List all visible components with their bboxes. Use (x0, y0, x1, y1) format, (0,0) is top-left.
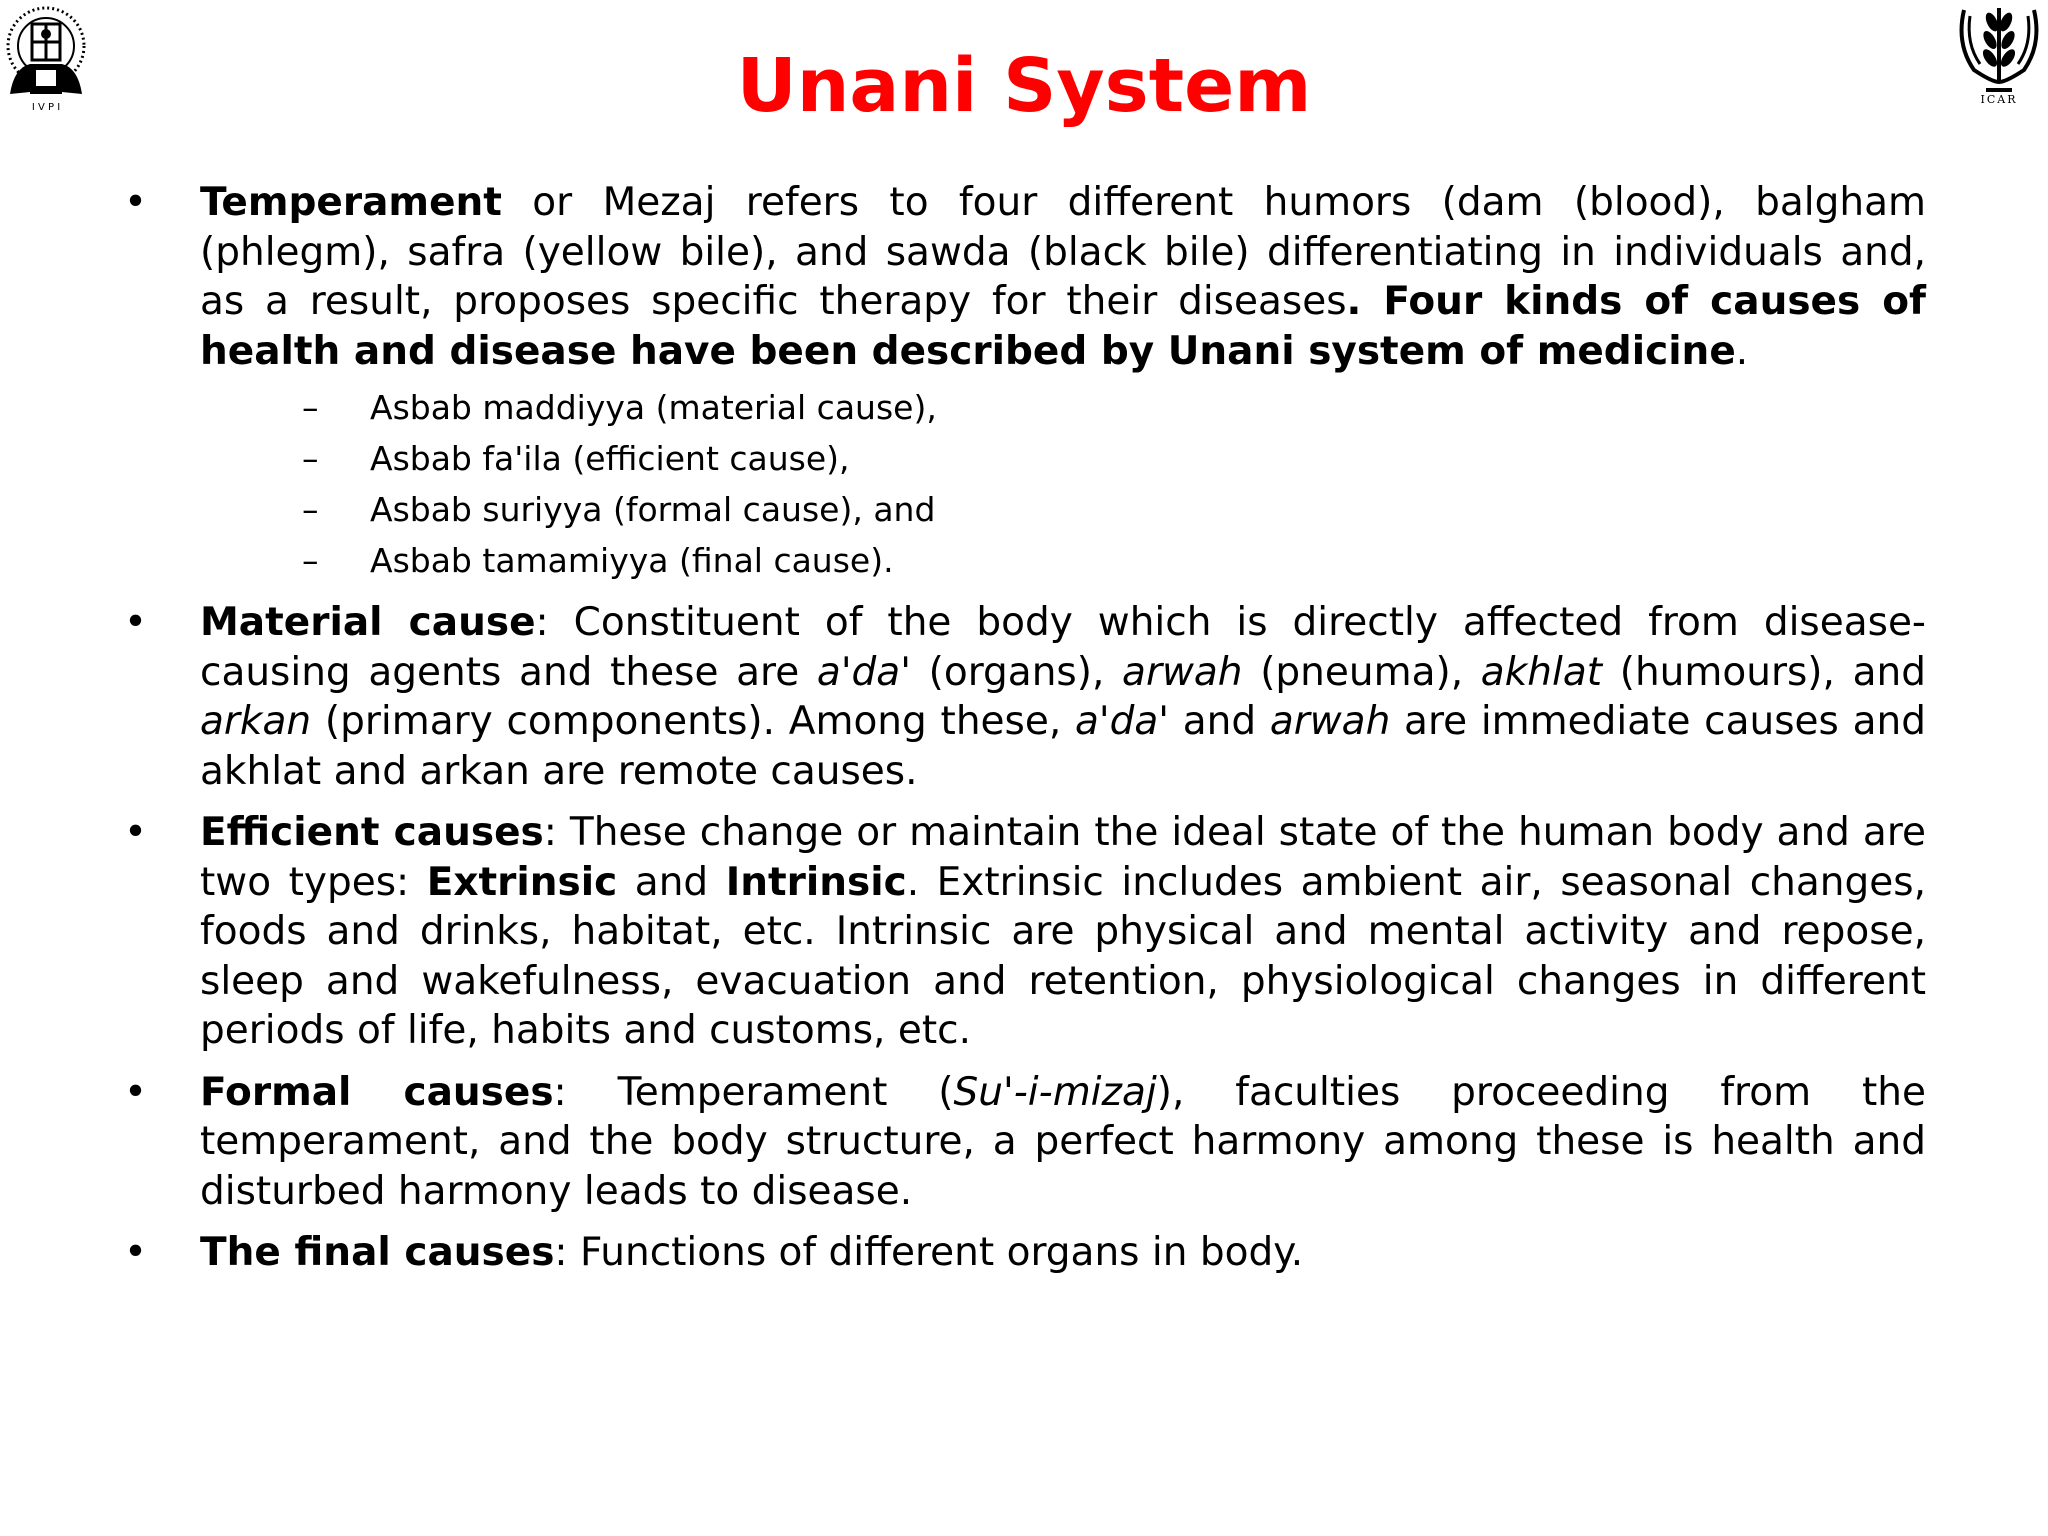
page-title: Unani System (736, 43, 1312, 129)
sub-bullet-marker: – (302, 541, 319, 580)
list-item (200, 433, 1926, 484)
italic-term: akhlat (1480, 649, 1603, 695)
bullet-term: The final causes (200, 1230, 555, 1275)
italic-term: Su'-i-mizaj (953, 1069, 1157, 1115)
bullet-bold-sentence: . Four kinds of causes of health and disease have been described by Unani system of medicine (200, 279, 1926, 374)
bullet-text: : Constituent of the body which is directly affected from disease-causing agents and these are (200, 600, 1927, 695)
bullet-text: and (1168, 699, 1270, 744)
bullet-text: (humours), and (1602, 649, 1926, 695)
svg-text:I V P I: I V P I (31, 102, 61, 113)
list-item (200, 382, 1926, 433)
bullet-efficient-causes (120, 808, 1926, 1056)
sub-item-text: Asbab suriyya (formal cause), and (370, 490, 936, 529)
bullet-marker: • (124, 180, 148, 225)
bullet-text: : Functions of different organs in body. (554, 1230, 1304, 1275)
bullet-final-causes (120, 1228, 1926, 1278)
bullet-marker: • (124, 1230, 148, 1275)
bold-term: Extrinsic (426, 859, 618, 905)
sub-bullet-marker: – (302, 388, 319, 427)
bullet-text: ), faculties proceeding from the temperament, and the body structure, a perfect harmony among these is health and disturbed harmony leads to disease. (200, 1069, 1926, 1214)
sub-bullet-marker: – (302, 439, 319, 478)
sub-bullet-marker: – (302, 490, 319, 529)
bullet-term: Formal causes (200, 1069, 554, 1115)
bullet-material-cause (120, 598, 1926, 796)
bullet-term: Material cause (200, 600, 536, 645)
bullet-formal-causes (120, 1068, 1926, 1217)
slide-body (120, 178, 1926, 1290)
italic-term: arwah (1122, 649, 1243, 695)
bullet-text-end: . (1735, 328, 1749, 374)
bullet-term: Efficient causes (200, 810, 544, 855)
bullet-text: : Temperament ( (553, 1069, 954, 1115)
italic-term: a'da' (1074, 699, 1169, 744)
bullet-temperament (120, 178, 1926, 586)
bullet-marker: • (124, 600, 148, 645)
italic-term: a'da' (816, 649, 911, 695)
italic-term: arkan (200, 699, 312, 744)
list-item (200, 484, 1926, 535)
bullet-marker: • (124, 810, 148, 855)
bullet-text: (pneuma), (1242, 649, 1481, 695)
bullet-marker: • (124, 1069, 148, 1115)
bullet-text: (primary components). Among these, (311, 699, 1075, 744)
bold-term: Intrinsic (725, 859, 907, 905)
bullet-text: (organs), (910, 649, 1123, 695)
causes-sub-list (200, 382, 1926, 586)
sub-item-text: Asbab maddiyya (material cause), (370, 388, 937, 427)
bullet-text: or Mezaj refers to four different humors (dam (blood), balgham (phlegm), safra (yellow bile), and sawda (black bile) differentiating in individuals and, as a result, proposes specific therapy for their diseases (200, 180, 1926, 324)
bullet-text: . Extrinsic includes ambient air, seasonal changes, foods and drinks, habitat, etc. Intrinsic are physical and mental activity and repose, sleep and wakefulness, evacuation and retention, physiological changes in different periods of life, habits and customs, etc. (200, 859, 1926, 1053)
list-item (200, 535, 1926, 586)
italic-term: arwah (1269, 699, 1391, 744)
bullet-term: Temperament (200, 180, 502, 225)
bullet-text: and (617, 859, 726, 905)
icar-caption: ICAR (1980, 93, 2018, 106)
bullet-text: : These change or maintain the ideal state of the human body and are two types: (200, 810, 1926, 905)
bullet-text: are immediate causes and akhlat and arkan are remote causes. (200, 699, 1926, 794)
sub-item-text: Asbab fa'ila (efficient cause), (370, 439, 850, 478)
sub-item-text: Asbab tamamiyya (final cause). (370, 541, 894, 580)
